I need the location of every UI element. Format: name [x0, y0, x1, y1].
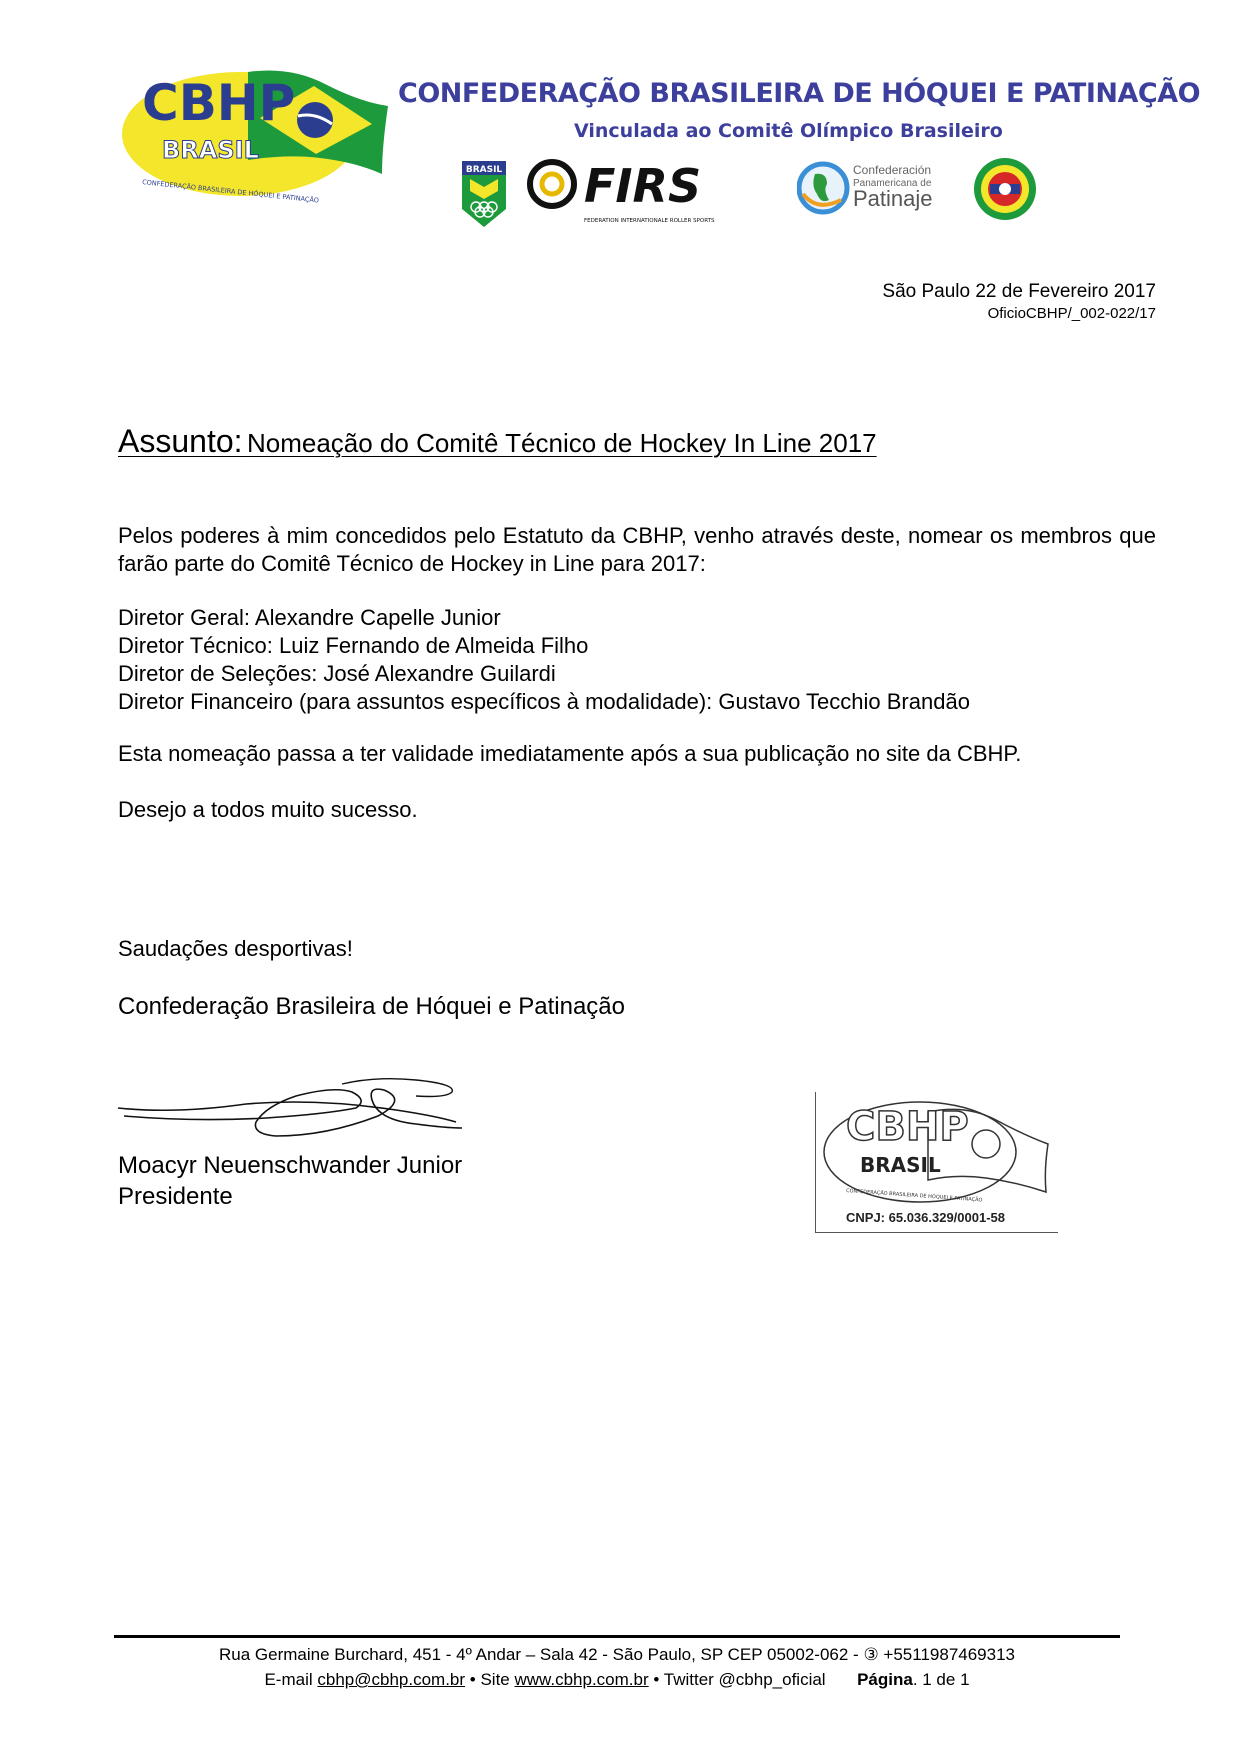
footer-email-link[interactable]: cbhp@cbhp.com.br	[317, 1670, 466, 1689]
footer-site-link[interactable]: www.cbhp.com.br	[514, 1670, 649, 1689]
logo-caption: CONFEDERAÇÃO BRASILEIRA DE HÓQUEI E PATINAÇÃO	[141, 178, 320, 205]
stamp-caption: CONFEDERAÇÃO BRASILEIRA DE HÓQUEI E PATINAÇÃO	[845, 1188, 983, 1204]
official-stamp	[815, 1092, 1058, 1233]
handwritten-signature	[116, 1070, 466, 1160]
member-item: Diretor Geral: Alexandre Capelle Junior	[118, 605, 501, 630]
wishes-paragraph: Desejo a todos muito sucesso.	[118, 797, 418, 822]
signer-title: Presidente	[118, 1183, 233, 1210]
validity-paragraph: Esta nomeação passa a ter validade imediatamente após a sua publicação no site da CBHP.	[118, 741, 1022, 766]
stamp-cnpj: CNPJ: 65.036.329/0001-58	[846, 1210, 1006, 1225]
firs-label: FIRS	[584, 159, 702, 213]
footer-divider	[114, 1635, 1120, 1638]
subject-text: Nomeação do Comitê Técnico de Hockey In Line 2017	[246, 428, 877, 458]
south-american-confederation-seal-icon	[972, 156, 1038, 222]
logo-text: CBHP	[142, 74, 296, 132]
footer-address: Rua Germaine Burchard, 451 - 4º Andar – Sala 42 - São Paulo, SP CEP 05002-062 -	[219, 1645, 859, 1664]
phone-icon: ③	[863, 1645, 879, 1664]
stamp-logo-text: CBHP	[846, 1104, 969, 1150]
panam-line1: Confederación	[853, 163, 932, 177]
subject-label: Assunto:	[118, 423, 243, 459]
panam-line3: Patinaje	[853, 186, 933, 211]
member-item: Diretor Técnico: Luiz Fernando de Almeida Filho	[118, 633, 589, 658]
member-item: Diretor Financeiro (para assuntos específicos à modalidade): Gustavo Tecchio Brandão	[118, 689, 970, 714]
footer-page-label: Página	[857, 1670, 913, 1689]
footer-contact-line	[114, 1670, 1120, 1690]
footer-page-text: . 1 de 1	[912, 1670, 970, 1689]
firs-logo	[526, 158, 786, 226]
footer-site-label: • Site	[469, 1670, 510, 1689]
stamp-logo-icon	[816, 1092, 1058, 1210]
closing-organization: Confederação Brasileira de Hóquei e Patinação	[118, 993, 625, 1020]
member-list	[118, 604, 970, 716]
member-item: Diretor de Seleções: José Alexandre Guilardi	[118, 661, 556, 686]
organization-affiliation: Vinculada ao Comitê Olímpico Brasileiro	[574, 120, 1003, 142]
document-reference: OficioCBHP/_002-022/17	[987, 305, 1156, 322]
signer-name: Moacyr Neuenschwander Junior	[118, 1152, 463, 1179]
cob-label: BRASIL	[465, 165, 503, 175]
cbhp-logo	[120, 62, 400, 212]
document-date: São Paulo 22 de Fevereiro 2017	[882, 281, 1156, 302]
greeting-line: Saudações desportivas!	[118, 936, 353, 961]
panam-line2: Panamericana de	[853, 178, 932, 189]
panamerican-logo	[797, 160, 947, 218]
intro-paragraph: Pelos poderes à mim concedidos pelo Estatuto da CBHP, venho através deste, nomear os membros que farão parte do Comitê Técnico de Hockey in Line para 2017:	[118, 523, 1156, 576]
footer-phone: +5511987469313	[883, 1645, 1015, 1664]
footer-address-line	[114, 1645, 1120, 1665]
cob-logo	[458, 157, 510, 229]
subject-line	[118, 423, 877, 460]
organization-name: CONFEDERAÇÃO BRASILEIRA DE HÓQUEI E PATINAÇÃO	[398, 78, 1201, 109]
footer-email-label: E-mail	[264, 1670, 313, 1689]
logo-subtext: BRASIL	[162, 136, 259, 164]
stamp-logo-subtext: BRASIL	[860, 1153, 941, 1177]
footer-twitter: • Twitter @cbhp_oficial	[653, 1670, 826, 1689]
firs-caption: FEDERATION INTERNATIONALE ROLLER SPORTS	[584, 218, 715, 224]
